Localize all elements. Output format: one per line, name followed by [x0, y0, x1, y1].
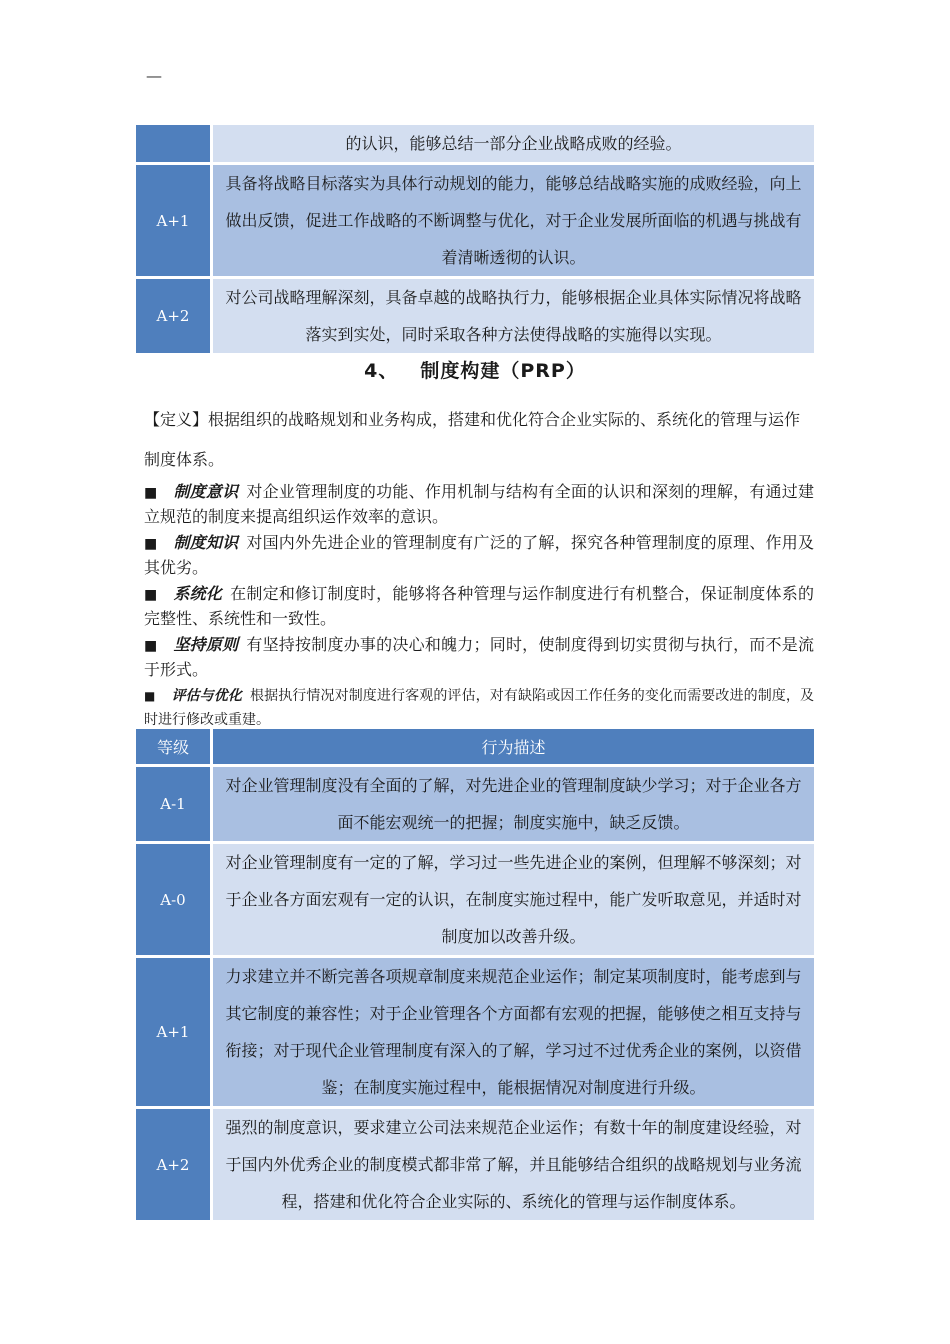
bullet-text: 根据执行情况对制度进行客观的评估，对有缺陷或因工作任务的变化而需要改进的制度，及时进行修改或重建。	[144, 688, 815, 728]
square-bullet-icon: ■	[144, 689, 156, 703]
level-cell	[136, 125, 213, 165]
bullet-term: 系统化	[173, 584, 223, 603]
level-cell: A-1	[136, 767, 213, 844]
description-cell: 的认识，能够总结一部分企业战略成败的经验。	[213, 125, 814, 165]
bullet-text: 对国内外先进企业的管理制度有广泛的了解，探究各种管理制度的原理、作用及其优劣。	[144, 533, 814, 577]
column-header-description: 行为描述	[213, 729, 814, 767]
column-header-level: 等级	[136, 729, 213, 767]
table-row	[136, 767, 814, 844]
list-item	[144, 684, 814, 732]
bullet-text: 有坚持按制度办事的决心和魄力；同时，使制度得到切实贯彻与执行，而不是流于形式。	[144, 635, 814, 679]
level-cell: A+1	[136, 165, 213, 279]
section-number: 4、	[364, 360, 399, 382]
table-row	[136, 844, 814, 958]
table-row	[136, 165, 814, 279]
section-title: 制度构建（PRP）	[420, 360, 586, 382]
bullet-term: 制度知识	[173, 533, 239, 552]
level-cell: A+2	[136, 1109, 213, 1223]
table-row	[136, 1109, 814, 1223]
bullet-term: 制度意识	[173, 482, 239, 501]
description-cell: 力求建立并不断完善各项规章制度来规范企业运作；制定某项制度时，能考虑到与其它制度的兼容性；对于企业管理各个方面都有宏观的把握，能够使之相互支持与衔接；对于现代企业管理制度有深入的了解，学习过不过优秀企业的案例，以资借鉴；在制度实施过程中，能根据情况对制度进行升级。	[213, 958, 814, 1109]
level-cell: A+2	[136, 279, 213, 356]
square-bullet-icon: ■	[144, 638, 158, 654]
description-cell: 对企业管理制度没有全面的了解，对先进企业的管理制度缺少学习；对于企业各方面不能宏观统一的把握；制度实施中，缺乏反馈。	[213, 767, 814, 844]
table-row	[136, 958, 814, 1109]
list-item	[144, 582, 814, 631]
table-header-row	[136, 729, 814, 767]
level-table-strategy	[136, 125, 814, 356]
table-row	[136, 125, 814, 165]
bullet-term: 评估与优化	[171, 688, 242, 704]
table-row	[136, 279, 814, 356]
description-cell: 强烈的制度意识，要求建立公司法来规范企业运作；有数十年的制度建设经验，对于国内外优秀企业的制度模式都非常了解，并且能够结合组织的战略规划与业务流程，搭建和优化符合企业实际的、系统化的管理与运作制度体系。	[213, 1109, 814, 1223]
list-item	[144, 531, 814, 580]
bullet-text: 对企业管理制度的功能、作用机制与结构有全面的认识和深刻的理解，有通过建立规范的制度来提高组织运作效率的意识。	[144, 482, 814, 526]
list-item	[144, 633, 814, 682]
description-cell: 具备将战略目标落实为具体行动规划的能力，能够总结战略实施的成败经验，向上做出反馈，促进工作战略的不断调整与优化，对于企业发展所面临的机遇与挑战有着清晰透彻的认识。	[213, 165, 814, 279]
description-cell: 对公司战略理解深刻，具备卓越的战略执行力，能够根据企业具体实际情况将战略落实到实处，同时采取各种方法使得战略的实施得以实现。	[213, 279, 814, 356]
list-item	[144, 480, 814, 529]
bullet-list	[144, 480, 814, 734]
square-bullet-icon: ■	[144, 587, 158, 603]
description-cell: 对企业管理制度有一定的了解，学习过一些先进企业的案例，但理解不够深刻；对于企业各方面宏观有一定的认识，在制度实施过程中，能广发听取意见，并适时对制度加以改善升级。	[213, 844, 814, 958]
level-table-system-building	[136, 729, 814, 1223]
square-bullet-icon: ■	[144, 485, 158, 501]
bullet-term: 坚持原则	[173, 635, 239, 654]
header-dash: —	[146, 66, 162, 85]
bullet-text: 在制定和修订制度时，能够将各种管理与运作制度进行有机整合，保证制度体系的完整性、系统性和一致性。	[144, 584, 814, 628]
section-heading	[0, 356, 950, 383]
level-cell: A-0	[136, 844, 213, 958]
level-cell: A+1	[136, 958, 213, 1109]
square-bullet-icon: ■	[144, 536, 158, 552]
definition-paragraph: 【定义】根据组织的战略规划和业务构成，搭建和优化符合企业实际的、系统化的管理与运作制度体系。	[144, 410, 801, 469]
